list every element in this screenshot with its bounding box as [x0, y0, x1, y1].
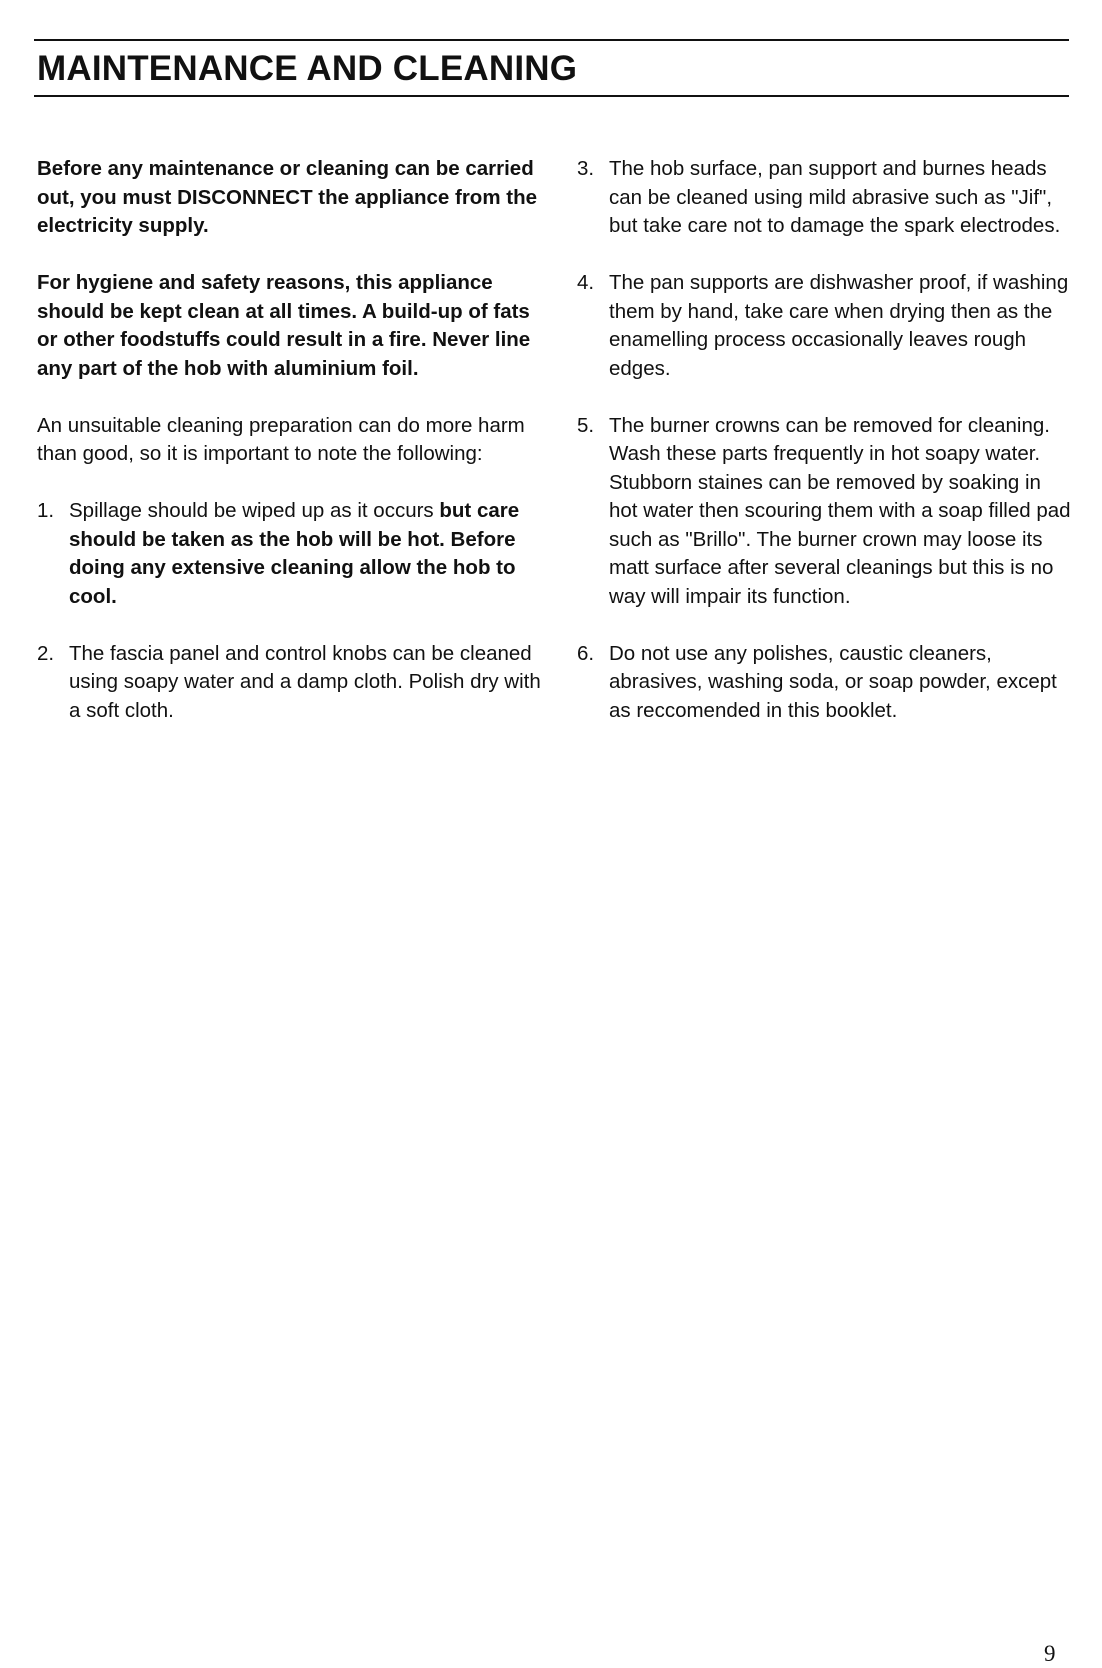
- page-number: 9: [1044, 1641, 1056, 1666]
- item-number: 3.: [577, 157, 595, 180]
- item-number: 5.: [577, 413, 595, 437]
- item-text: The burner crowns can be removed for cleaning. Wash these parts frequently in hot soapy water. Stubborn staines can be removed by soaking in hot water then scouring them with a soap filled pad such as "Brillo". The burner crown may loose its matt surface after several cleanings but this is no way will impair its function.: [609, 413, 1071, 608]
- list-item-2: [37, 640, 547, 726]
- left-column: [37, 155, 547, 754]
- page-title: MAINTENANCE AND CLEANING: [37, 49, 578, 88]
- item-number: 6.: [577, 641, 595, 665]
- item-text: The fascia panel and control knobs can be cleaned using soapy water and a damp cloth. Polish dry with a soft cloth.: [69, 641, 541, 722]
- list-item-6: [577, 640, 1072, 726]
- hygiene-warning: For hygiene and safety reasons, this appliance should be kept clean at all times. A build-up of fats or other foodstuffs could result in a fire. Never line any part of the hob with aluminium foil.: [37, 271, 531, 380]
- item-text: The pan supports are dishwasher proof, if washing them by hand, take care when drying then as the enamelling process occasionally leaves rough edges.: [609, 271, 1069, 380]
- list-item-3: [577, 155, 1072, 241]
- right-column: [577, 155, 1072, 754]
- disconnect-warning: Before any maintenance or cleaning can be carried out, you must DISCONNECT the appliance from the electricity supply.: [37, 157, 538, 237]
- item-number: 1.: [37, 499, 55, 522]
- item-text: The hob surface, pan support and burnes heads can be cleaned using mild abrasive such as "Jif", but take care not to damage the spark electrodes.: [609, 157, 1061, 237]
- item-number: 2.: [37, 641, 55, 665]
- item-text: Do not use any polishes, caustic cleaners, abrasives, washing soda, or soap powder, except as reccomended in this booklet.: [609, 641, 1057, 722]
- item-number: 4.: [577, 271, 595, 294]
- list-item-5: [577, 412, 1072, 612]
- item-bold-text: but care should be taken as the hob will be hot. Before doing any extensive cleaning allow the hob to cool.: [69, 499, 520, 608]
- list-item-4: [577, 269, 1072, 383]
- intro-paragraph: An unsuitable cleaning preparation can do more harm than good, so it is important to note the following:: [37, 413, 525, 465]
- page-header: [34, 39, 1069, 97]
- item-text: Spillage should be wiped up as it occurs: [69, 499, 434, 522]
- list-item-1: [37, 497, 547, 611]
